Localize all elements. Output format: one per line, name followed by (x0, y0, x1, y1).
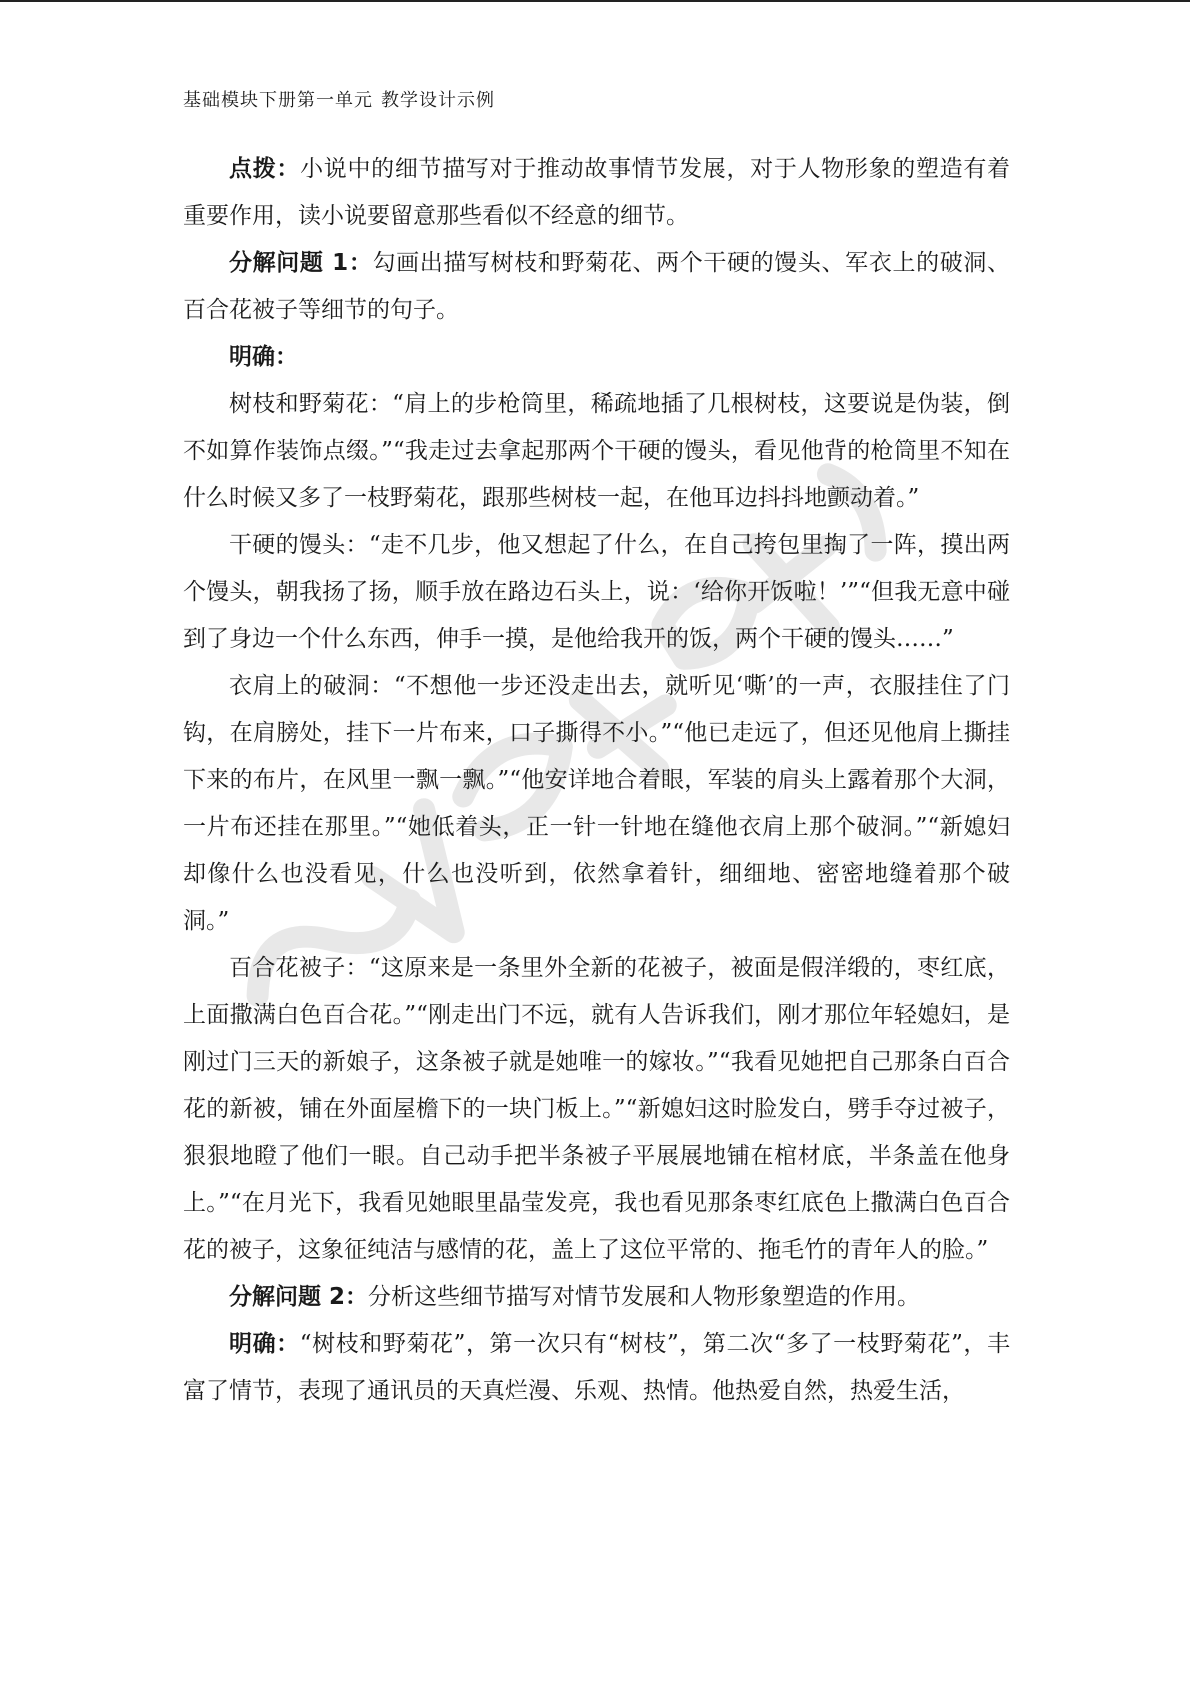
paragraph-steamed-buns (183, 522, 1010, 663)
paragraph-text: “树枝和野菊花”，第一次只有“树枝”，第二次“多了一枝野菊花”，丰富了情节，表现了通讯员的天真烂漫、乐观、热情。他热爱自然，热爱生活， (183, 1331, 1011, 1404)
paragraph-answer-2 (183, 1321, 1010, 1415)
paragraph-lead: 明确： (229, 344, 298, 370)
paragraph-question-1 (183, 240, 1010, 334)
paragraph-text: 小说中的细节描写对于推动故事情节发展，对于人物形象的塑造有着重要作用，读小说要留意那些看似不经意的细节。 (183, 156, 1010, 229)
paragraph-lily-quilt (183, 945, 1010, 1274)
paragraph-branches-flowers (183, 381, 1010, 522)
paragraph-lead: 分解问题 2： (229, 1284, 369, 1310)
paragraph-text: 百合花被子：“这原来是一条里外全新的花被子，被面是假洋缎的，枣红底，上面撒满白色百合花。”“刚走出门不远，就有人告诉我们，刚才那位年轻媳妇，是刚过门三天的新娘子，这条被子就是她唯一的嫁妆。”“我看见她把自己那条白百合花的新被，铺在外面屋檐下的一块门板上。”“新媳妇这时脸发白，劈手夺过被子，狠狠地瞪了他们一眼。自己动手把半条被子平展展地铺在棺材底，半条盖在他身上。”“在月光下，我看见她眼里晶莹发亮，我也看见那条枣红底色上撒满白色百合花的被子，这象征纯洁与感情的花，盖上了这位平常的、拖毛竹的青年人的脸。” (183, 955, 1010, 1263)
paragraph-text: 树枝和野菊花：“肩上的步枪筒里，稀疏地插了几根树枝，这要说是伪装，倒不如算作装饰点缀。”“我走过去拿起那两个干硬的馒头，看见他背的枪筒里不知在什么时候又多了一枝野菊花，跟那些树枝一起，在他耳边抖抖地颤动着。” (183, 391, 1010, 511)
paragraph-question-2 (183, 1274, 1010, 1321)
paragraph-torn-shoulder (183, 663, 1010, 945)
paragraph-hint (183, 146, 1010, 240)
running-header (183, 86, 495, 112)
paragraph-text: 干硬的馒头：“走不几步，他又想起了什么，在自己挎包里掏了一阵，摸出两个馒头，朝我扬了扬，顺手放在路边石头上，说：‘给你开饭啦！’”“但我无意中碰到了身边一个什么东西，伸手一摸，是他给我开的饭，两个干硬的馒头……” (183, 532, 1010, 652)
body-text (183, 146, 1010, 1415)
paragraph-text: 衣肩上的破洞：“不想他一步还没走出去，就听见‘嘶’的一声，衣服挂住了门钩，在肩膀处，挂下一片布来，口子撕得不小。”“他已走远了，但还见他肩上撕挂下来的布片，在风里一飘一飘。”“他安详地合着眼，军装的肩头上露着那个大洞，一片布还挂在那里。”“她低着头，正一针一针地在缝他衣肩上那个破洞。”“新媳妇却像什么也没看见，什么也没听到，依然拿着针，细细地、密密地缝着那个破洞。” (183, 673, 1010, 934)
paragraph-text: 勾画出描写树枝和野菊花、两个干硬的馒头、军衣上的破洞、百合花被子等细节的句子。 (183, 250, 1011, 323)
header-title: 教学设计示例 (381, 90, 495, 111)
paragraph-lead: 点拨： (229, 156, 301, 182)
paragraph-lead: 分解问题 1： (229, 250, 373, 276)
paragraph-answer-label (183, 334, 1010, 381)
top-border-line (0, 0, 1190, 2)
paragraph-text: 分析这些细节描写对情节发展和人物形象塑造的作用。 (368, 1284, 921, 1310)
header-unit: 基础模块下册第一单元 (183, 90, 373, 111)
paragraph-lead: 明确： (229, 1331, 300, 1357)
